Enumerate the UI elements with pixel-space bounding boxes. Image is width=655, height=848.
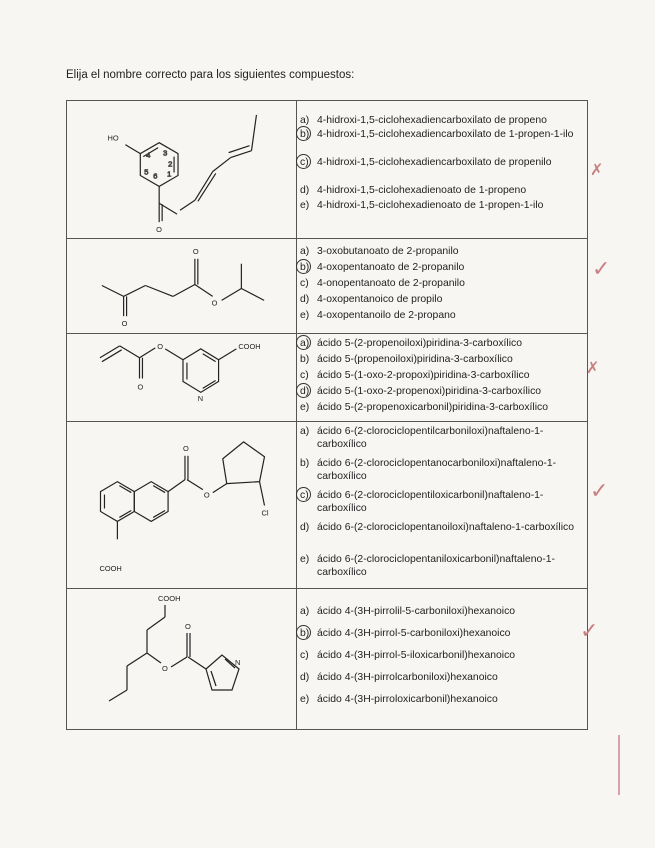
mark-5: ✓ [580,618,599,643]
molecule-3-drawing [67,334,297,421]
question-table [66,100,588,730]
note-5: 5 [144,167,149,177]
note-6: 6 [153,171,158,181]
label-n: N [235,658,241,667]
label-o-ketone: O [121,319,128,329]
options-3: a) ácido 5-(2-propenoiloxi)piridina-3-carboxílico b) ácido 5-(propenoiloxi)piridina-3-carboxílico c) ácido 5-(1-oxo-2-propoxi)piridina-3-carboxílico d) ácido 5-(1-oxo-2-propenoxi)piridina-3-carboxílico e) ácido 5-(2-propenoxicarbonil)piridina-3-carboxílico [300,334,588,421]
options-2: a) 3-oxobutanoato de 2-propanilo b) 4-oxopentanoato de 2-propanilo c) 4-onopentanoato de 2-propanilo d) 4-oxopentanoico de propilo e) 4-oxopentanoilo de 2-propano [300,239,588,333]
margin-line [618,735,620,795]
note-4: 4 [146,150,151,160]
structure-2 [67,239,297,333]
structure-1 [67,101,297,238]
mark-2: ✓ [592,256,611,281]
question-row-1 [67,101,587,239]
molecule-2-drawing [67,239,297,333]
structure-4 [67,422,297,588]
label-cooh: COOH [99,564,122,574]
options-1: a) 4-hidroxi-1,5-ciclohexadiencarboxilato de propeno b) 4-hidroxi-1,5-ciclohexadiencarboxilato de 1-propen-1-ilo c) 4-hidroxi-1,5-ciclohexadiencarboxilato de propenilo d) 4-hidroxi-1,5-ciclohexadienoato de 1-propeno e) 4-hidroxi-1,5-ciclohexadienoato de 1-propen-1-ilo [300,101,588,238]
label-o-carbonyl: O [182,443,189,453]
label-o-carbonyl: O [192,246,199,256]
label-n: N [197,394,204,404]
label-cl: Cl [261,508,269,518]
mark-1: ✗ [590,162,604,179]
label-o-carbonyl: O [185,622,191,631]
label-o-ester: O [162,664,168,673]
question-row-4 [67,422,587,589]
label-o: O [156,225,162,235]
molecule-4-drawing [67,422,297,588]
label-o-ester: O [203,490,210,500]
mark-4: ✓ [590,478,609,503]
mark-3: ✗ [586,360,600,377]
label-cooh: COOH [238,341,261,351]
label-o-carbonyl: O [137,382,144,392]
options-4: a) ácido 6-(2-clorociclopentilcarboniloxi)naftaleno-1-carboxílico b) ácido 6-(2-clorociclopentanocarboniloxi)naftaleno-1-carboxílico c) ácido 6-(2-clorociclopentiloxicarbonil)naftaleno-1-carboxílico d) ácido 6-(2-clorociclopentanoiloxi)naftaleno-1-carboxílico e) ácido 6-(2-clorociclopentaniloxicarbonil)naftaleno-1-carboxílico [300,422,588,588]
note-3: 3 [163,148,168,158]
molecule-5-drawing [67,589,297,729]
note-2: 2 [168,159,173,169]
label-ho: HO [107,133,119,143]
structure-5 [67,589,297,729]
molecule-1-drawing [67,101,297,238]
label-o-ester: O [211,298,218,308]
options-5: a) ácido 4-(3H-pirrolil-5-carboniloxi)hexanoico b) ácido 4-(3H-pirrol-5-carboniloxi)hexanoico c) ácido 4-(3H-pirrol-5-iloxicarbonil)hexanoico d) ácido 4-(3H-pirrolcarboniloxi)hexanoico e) ácido 4-(3H-pirroloxicarbonil)hexanoico [300,589,588,729]
structure-3 [67,334,297,421]
note-1: 1 [167,169,172,179]
label-cooh: COOH [158,594,181,603]
question-row-2 [67,239,587,334]
label-o-ester: O [157,341,164,351]
question-row-5 [67,589,587,729]
question-row-3 [67,334,587,422]
instruction-text: Elija el nombre correcto para los siguientes compuestos: [66,69,355,81]
